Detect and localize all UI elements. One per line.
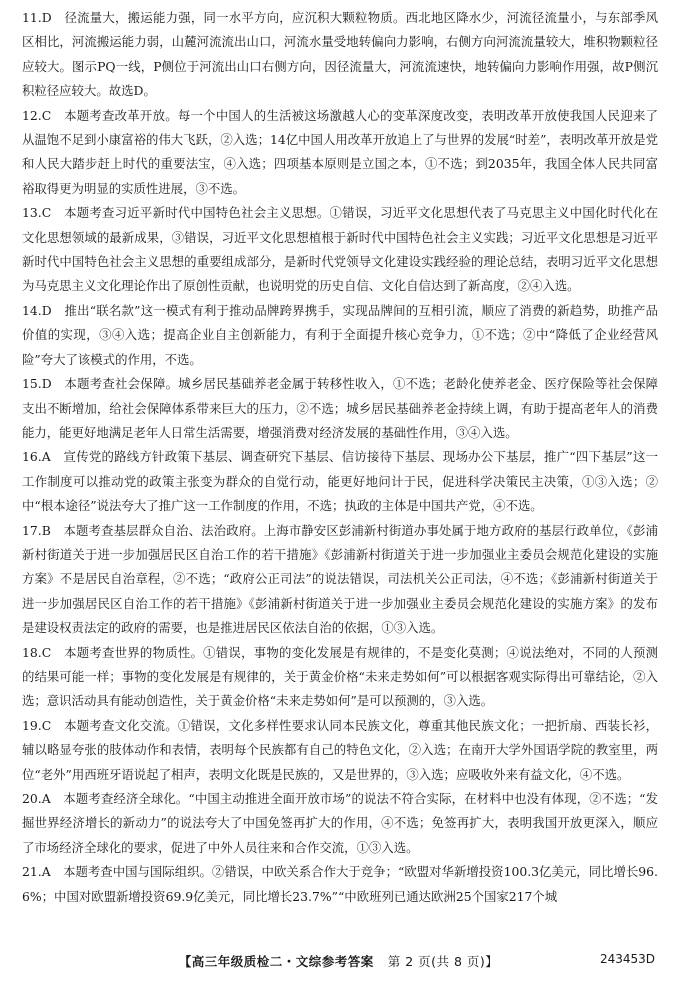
answer-list — [22, 6, 658, 909]
answer-item-21: 21.A 本题考查中国与国际组织。②错误，中欧关系合作大于竞争；“欧盟对华新增投资100.3亿美元，同比增长96.6%；中国对欧盟新增投资69.9亿美元，同比增长23.7%”“中欧班列已通达欧洲25个国家217个城 — [22, 864, 658, 904]
answer-item-15: 15.D 本题考查社会保障。城乡居民基础养老金属于转移性收入，①不选；老龄化使养老金、医疗保险等社会保障支出不断增加，给社会保障体系带来巨大的压力，②不选；城乡居民基础养老金持续上调，有助于提高老年人的消费能力，能更好地满足老年人日常生活需要，增强消费对经济发展的基础性作用，③④入选。 — [22, 376, 658, 440]
answer-item-11: 11.D 径流量大，搬运能力强，同一水平方向，应沉积大颗粒物质。西北地区降水少，河流径流量小，与东部季风区相比，河流搬运能力弱，山麓河流流出山口，河流水量受地转偏向力影响，右侧方向河流流量较大，堆积物颗粒径应较大。图示PQ一线，P侧位于河流出山口右侧方向，因径流量大，河流流速快，地转偏向力影响作用强，故P侧沉积粒径应较大。故选D。 — [22, 10, 658, 99]
footer-page-number: 第 2 页(共 8 页)】 — [387, 954, 499, 969]
footer-title — [0, 952, 677, 970]
answer-item-13: 13.C 本题考查习近平新时代中国特色社会主义思想。①错误，习近平文化思想代表了马克思主义中国化时代化在文化思想领域的最新成果，③错误，习近平文化思想植根于新时代中国特色社会主义实践；习近平文化思想是习近平新时代中国特色社会主义思想的重要组成部分，是新时代党领导文化建设实践经验的理论总结，表明习近平文化思想为马克思主义文化理论作出了原创性贡献，也说明党的历史自信、文化自信达到了新高度，②④入选。 — [22, 205, 658, 294]
footer-code: 243453D — [599, 952, 655, 966]
answer-item-16: 16.A 宣传党的路线方针政策下基层、调查研究下基层、信访接待下基层、现场办公下基层，推广“四下基层”这一工作制度可以推动党的政策主张变为群众的自觉行动，能更好地问计于民，促进科学决策民主决策，①③入选；②中“根本途径”说法夸大了推广这一工作制度的作用，不选；执政的主体是中国共产党，④不选。 — [22, 449, 658, 514]
page-footer — [0, 952, 677, 976]
answer-item-14: 14.D 推出“联名款”这一模式有利于推动品牌跨界携手，实现品牌间的互相引流，顺应了消费的新趋势，助推产品价值的实现，③④入选；提高企业自主创新能力，有利于全面提升核心竞争力，①不选；②中“降低了企业经营风险”夸大了该模式的作用，不选。 — [22, 302, 658, 367]
answer-item-19: 19.C 本题考查文化交流。①错误，文化多样性要求认同本民族文化，尊重其他民族文化；一把折扇、西装长衫，辅以略显夸张的肢体动作和表情，表明每个民族都有自己的特色文化，②入选；在南开大学外国语学院的教室里，两位“老外”用西班牙语说起了相声，表明文化既是民族的，又是世界的，③入选；应吸收外来有益文化，④不选。 — [22, 717, 658, 782]
answer-item-12: 12.C 本题考查改革开放。每一个中国人的生活被这场激越人心的变革深度改变，表明改革开放使我国人民迎来了从温饱不足到小康富裕的伟大飞跃，②入选；14亿中国人用改革开放追上了与世界的发展“时差”，表明改革开放是党和人民大踏步赶上时代的重要法宝，④入选；四项基本原则是立国之本，①不选；到2035年，我国全体人民共同富裕取得更为明显的实质性进展，③不选。 — [22, 107, 658, 196]
answer-item-17: 17.B 本题考查基层群众自治、法治政府。上海市静安区彭浦新村街道办事处属于地方政府的基层行政单位，《彭浦新村街道关于进一步加强居民区自治工作的若干措施》《彭浦新村街道关于进一步加强业主委员会规范化建设的实施方案》不是居民自治章程，②不选；“政府公正司法”的说法错误，司法机关公正司法，④不选；《彭浦新村街道关于进一步加强居民区自治工作的若干措施》《彭浦新村街道关于进一步加强业主委员会规范化建设的实施方案》的发布是建设权责法定的政府的需要，也是推进居民区依法自治的依据，①③入选。 — [22, 522, 658, 636]
answer-item-20: 20.A 本题考查经济全球化。“中国主动推进全面开放市场”的说法不符合实际，在材料中也没有体现，②不选；“发掘世界经济增长的新动力”的说法夸大了中国免签再扩大的作用，④不选；免签再扩大，表明我国开放更深入，顺应了市场经济全球化的要求，促进了中外人员往来和合作交流，①③入选。 — [22, 791, 658, 855]
answer-item-18: 18.C 本题考查世界的物质性。①错误，事物的变化发展是有规律的，不是变化莫测；④说法绝对，不同的人预测的结果可能一样；事物的变化发展是有规律的，关于黄金价格“未来走势如何”可以根据客观实际得出可靠结论，②入选；意识活动具有能动创造性，关于黄金价格“未来走势如何”是可以预测的，③入选。 — [22, 644, 658, 709]
footer-title-text: 【高三年级质检二・文综参考答案 — [178, 954, 374, 969]
